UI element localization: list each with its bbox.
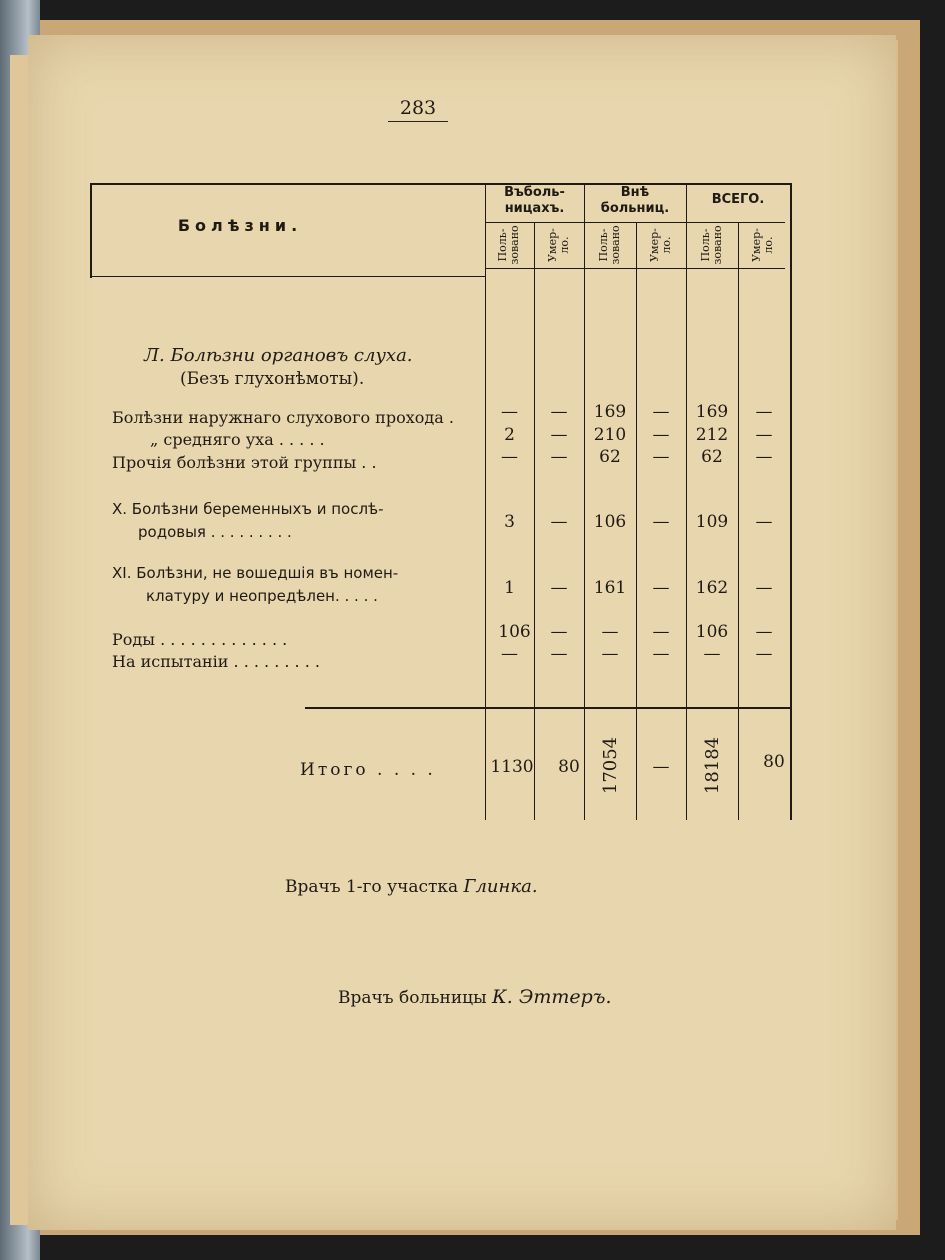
table-cell: 210: [593, 425, 627, 445]
subheader-rule: [485, 268, 785, 269]
signature-1-name: Глинка.: [463, 876, 538, 897]
section-x-line1: X. Болѣзни беременныхъ и послѣ-: [112, 500, 384, 518]
signature-2-name: К. Эттеръ.: [492, 986, 612, 1008]
table-cell: 106: [498, 622, 531, 642]
table-cell: 17054: [600, 736, 622, 795]
table-cell: —: [652, 644, 670, 664]
section-xi-line1: XI. Болѣзни, не вошедшія въ номен-: [112, 564, 399, 582]
row-label-middle-ear: „ средняго уха . . . . .: [150, 430, 325, 449]
table-cell: —: [652, 447, 670, 467]
table-cell: 212: [695, 425, 729, 445]
table-cell: —: [755, 447, 773, 467]
header-bottom-rule: [90, 276, 485, 277]
table-cell: 2: [504, 425, 515, 445]
table-cell: 169: [695, 402, 729, 422]
table-cell: —: [755, 425, 773, 445]
table-cell: 106: [695, 622, 729, 642]
table-cell: —: [501, 447, 518, 467]
table-cell: —: [755, 622, 773, 642]
table-cell: —: [652, 578, 670, 598]
total-rule: [305, 707, 790, 709]
table-top-rule: [90, 183, 790, 185]
table-cell: 80: [763, 752, 785, 772]
table-cell: —: [550, 447, 568, 467]
section-x-line2: родовыя . . . . . . . . .: [138, 523, 292, 541]
table-cell: 161: [593, 578, 627, 598]
table-cell: 1130: [490, 757, 534, 777]
row-label-observation: На испытаніи . . . . . . . . .: [112, 652, 320, 671]
signature-2-prefix: Врачъ больницы: [338, 988, 487, 1008]
table-cell: 169: [593, 402, 627, 422]
sub-died-1: Умер- ло.: [546, 228, 571, 262]
table-cell: —: [652, 512, 670, 532]
signature-doctor-1: [285, 876, 538, 897]
sub-died-2: Умер- ло.: [648, 228, 673, 262]
table-cell: —: [550, 512, 568, 532]
table-cell: 3: [504, 512, 515, 532]
table-cell: 106: [593, 512, 627, 532]
signature-1-prefix: Врачъ 1-го участка: [285, 877, 459, 897]
table-cell: —: [755, 402, 773, 422]
table-cell: —: [652, 757, 670, 777]
table-cell: 62: [701, 447, 723, 467]
table-cell: —: [652, 425, 670, 445]
table-cell: 109: [695, 512, 729, 532]
table-cell: —: [601, 622, 619, 642]
row-label-births: Роды . . . . . . . . . . . . .: [112, 630, 288, 649]
table-cell: —: [501, 644, 518, 664]
sub-died-3: Умер- ло.: [750, 228, 775, 262]
table-cell: —: [550, 402, 568, 422]
table-cell: —: [501, 402, 518, 422]
table-cell: 162: [695, 578, 729, 598]
header-outside-hospital: Внѣ больниц.: [600, 185, 670, 216]
table-cell: —: [550, 578, 568, 598]
row-label-outer-ear: Болѣзни наружнаго слухового прохода .: [112, 408, 454, 427]
sub-treated-1: Поль- зовано: [496, 225, 521, 265]
table-right-rule: [790, 183, 792, 820]
table-cell: 1: [504, 578, 515, 598]
col-rule-2: [534, 222, 535, 820]
table-cell: —: [755, 512, 773, 532]
table-cell: —: [755, 644, 773, 664]
col-rule-1: [485, 183, 486, 820]
table-cell: —: [703, 644, 721, 664]
header-total: ВСЕГО.: [711, 192, 765, 207]
section-l-subtitle: (Безъ глухонѣмоты).: [180, 369, 365, 389]
table-cell: —: [601, 644, 619, 664]
col-rule-6: [738, 222, 739, 820]
table-cell: —: [652, 402, 670, 422]
table-cell: —: [550, 644, 568, 664]
col-rule-5: [686, 183, 687, 820]
table-cell: 62: [599, 447, 621, 467]
signature-doctor-2: [338, 986, 612, 1008]
table-cell: —: [550, 622, 568, 642]
table-cell: —: [550, 425, 568, 445]
table-cell: —: [755, 578, 773, 598]
section-l-title: Л. Болѣзни органовъ слуха.: [144, 345, 413, 366]
diseases-column-header: Болѣзни.: [177, 216, 303, 235]
row-label-other: Прочія болѣзни этой группы . .: [112, 453, 377, 472]
group-rule: [485, 222, 785, 223]
table-cell: 18184: [702, 736, 724, 795]
sub-treated-3: Поль- зовано: [699, 225, 724, 265]
header-in-hospitals: Въболь- ницахъ.: [504, 185, 565, 216]
table-cell: 80: [558, 757, 580, 777]
page-number: 283: [388, 97, 448, 122]
table-cell: —: [652, 622, 670, 642]
col-rule-3: [584, 183, 585, 820]
col-rule-4: [636, 222, 637, 820]
section-xi-line2: клатуру и неопредѣлен. . . . .: [146, 587, 378, 605]
sub-treated-2: Поль- зовано: [597, 225, 622, 265]
total-label: Итого . . . .: [300, 760, 436, 780]
